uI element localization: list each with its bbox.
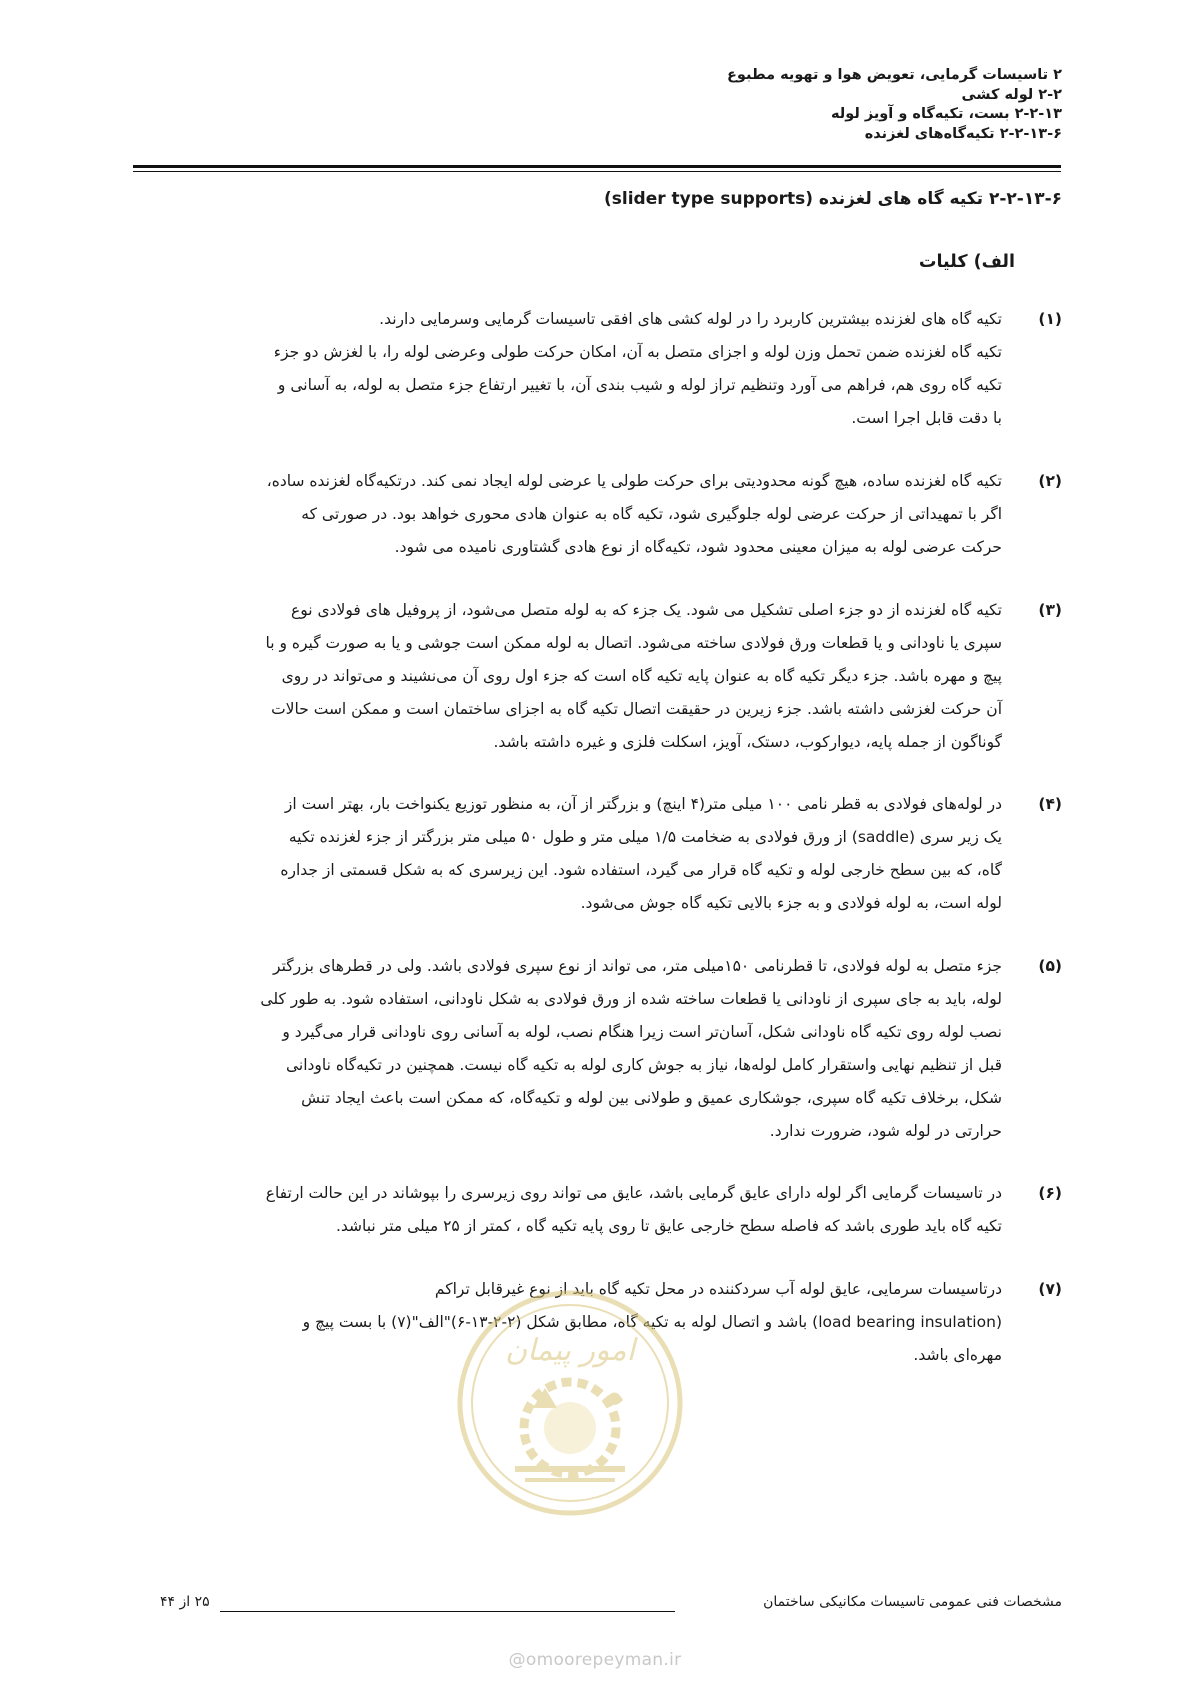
paragraph-line: اگر با تمهیداتی از حرکت عرضی لوله جلوگیری شود، تکیه گاه به عنوان هادی محوری خواهد بود. در صورتی که	[301, 505, 1002, 523]
paragraph-number: (۳)	[1038, 601, 1062, 619]
paragraph-1	[124, 303, 1062, 435]
paragraph-number: (۱)	[1038, 310, 1062, 328]
header-rule-thin	[133, 171, 1061, 172]
footer-rule	[220, 1611, 675, 1612]
header-chapter: ۲ تاسیسات گرمایی، تعویض هوا و تهویه مطبوع	[727, 67, 1062, 83]
paragraph-number: (۵)	[1038, 957, 1062, 975]
paragraph-line: لوله است، به لوله فولادی و به جزء بالایی تکیه گاه جوش می‌شود.	[580, 894, 1002, 912]
header-subsection: ۲-۲-۱۳ بست، تکیه‌گاه و آویز لوله	[831, 106, 1062, 122]
paragraph-line: یک زیر سری (saddle) از ورق فولادی به ضخامت ۱/۵ میلی متر و طول ۵۰ میلی متر بزرگتر از جزء لغزنده تکیه	[288, 828, 1002, 846]
paragraph-line: (load bearing insulation) باشد و اتصال لوله به تکیه گاه، مطابق شکل (۲-۲-۱۳-۶)"الف"(۷) با بست پیچ و	[302, 1313, 1002, 1331]
paragraph-line: گاه، که بین سطح خارجی لوله و تکیه گاه قرار می گیرد، استفاده شود. این زیرسری که به شکل قسمتی از جداره	[280, 861, 1002, 879]
paragraph-line: تکیه گاه روی هم، فراهم می آورد وتنظیم تراز لوله و شیب بندی آن، با تغییر ارتفاع جزء متصل به لوله، به آسانی و	[277, 376, 1002, 394]
paragraph-line: پیچ و مهره باشد. جزء دیگر تکیه گاه به عنوان پایه تکیه گاه است که جزء اول روی آن می‌نشیند و می‌تواند در روی	[281, 667, 1002, 685]
footer-page-number: ۲۵ از ۴۴	[160, 1594, 210, 1610]
paragraph-3	[124, 594, 1062, 759]
paragraph-line: لوله، باید به جای سپری از ناودانی یا قطعات ساخته شده از ورق فولادی به شکل ناودانی، استفاده شود. به طور کلی	[260, 990, 1002, 1008]
paragraph-line: جزء متصل به لوله فولادی، تا قطرنامی ۱۵۰میلی متر، می تواند از نوع سپری فولادی باشد. ولی در قطرهای بزرگتر	[273, 957, 1002, 975]
paragraph-number: (۷)	[1038, 1280, 1062, 1298]
paragraph-line: گوناگون از جمله پایه، دیوارکوب، دستک، آویز، اسکلت فلزی و غیره داشته باشد.	[493, 733, 1002, 751]
paragraph-line: حرارتی در لوله شود، ضرورت ندارد.	[769, 1122, 1002, 1140]
paragraph-line: قبل از تنظیم نهایی واستقرار کامل لوله‌ها، نیاز به جوش کاری لوله به تکیه گاه نیست. همچنین در تکیه‌گاه ناودانی	[285, 1056, 1002, 1074]
watermark-site: @omoorepeyman.ir	[508, 1650, 682, 1670]
paragraph-line: شکل، برخلاف تکیه گاه سپری، جوشکاری عمیق و طولانی بین لوله و تکیه‌گاه، که ممکن است باعث ایجاد تنش	[301, 1089, 1002, 1107]
paragraph-4	[124, 788, 1062, 920]
paragraph-2	[124, 465, 1062, 564]
header-section: ۲-۲ لوله کشی	[961, 86, 1062, 103]
footer-doc-title: مشخصات فنی عمومی تاسیسات مکانیکی ساختمان	[763, 1594, 1062, 1610]
paragraph-line: تکیه گاه های لغزنده بیشترین کاربرد را در لوله کشی های افقی تاسیسات گرمایی وسرمایی دارند.	[379, 310, 1002, 328]
paragraph-line: تکیه گاه لغزنده ساده، هیچ گونه محدودیتی برای حرکت طولی یا عرضی لوله ایجاد نمی کند. درتکیه‌گاه لغزنده ساده،	[266, 472, 1002, 490]
subsection-title: الف) کلیات	[918, 252, 1015, 272]
paragraph-line: درتاسیسات سرمایی، عایق لوله آب سردکننده در محل تکیه گاه باید از نوع غیرقابل تراکم	[434, 1280, 1002, 1298]
paragraph-line: تکیه گاه لغزنده ضمن تحمل وزن لوله و اجزای متصل به آن، امکان حرکت طولی وعرضی لوله را، با لغزش دو جزء	[273, 343, 1002, 361]
paragraph-line: با دقت قابل اجرا است.	[851, 409, 1002, 427]
seal-text: امور پیمان	[505, 1333, 635, 1368]
paragraph-line: مهره‌ای باشد.	[913, 1346, 1002, 1364]
paragraph-line: تکیه گاه لغزنده از دو جزء اصلی تشکیل می شود. یک جزء که به لوله متصل می‌شود، از پروفیل های فولادی نوع	[291, 601, 1002, 619]
paragraph-number: (۶)	[1038, 1184, 1062, 1202]
paragraph-line: در لوله‌های فولادی به قطر نامی ۱۰۰ میلی متر(۴ اینچ) و بزرگتر از آن، به منظور توزیع یکنواخت بار، بهتر است از	[284, 795, 1002, 813]
paragraph-6	[124, 1177, 1062, 1243]
paragraph-line: آن حرکت لغزشی داشته باشد. جزء زیرین در حقیقت اتصال تکیه گاه به اجزای ساختمان است و ممکن است حالات	[271, 700, 1002, 718]
paragraph-number: (۴)	[1038, 795, 1062, 813]
paragraph-line: سپری یا ناودانی و یا قطعات ورق فولادی ساخته می‌شود. اتصال به لوله ممکن است جوشی و یا به صورت گیره و با	[265, 634, 1002, 652]
paragraph-line: حرکت عرضی لوله به میزان معینی محدود شود، تکیه‌گاه از نوع هادی گشتاوری نامیده می شود.	[394, 538, 1002, 556]
section-title: ۲-۲-۱۳-۶ تکیه گاه های لغزنده (slider type supports)	[603, 189, 1062, 209]
paragraph-line: نصب لوله روی تکیه گاه ناودانی شکل، آسان‌تر است زیرا هنگام نصب، لوله به آسانی روی ناودانی قرار می‌گیرد و	[282, 1023, 1002, 1041]
running-header	[362, 66, 1062, 144]
paragraph-line: تکیه گاه باید طوری باشد که فاصله سطح خارجی عایق تا روی پایه تکیه گاه ، کمتر از ۲۵ میلی متر نباشد.	[335, 1217, 1002, 1235]
paragraph-line: در تاسیسات گرمایی اگر لوله دارای عایق گرمایی باشد، عایق می تواند روی زیرسری را بپوشاند در این حالت ارتفاع	[265, 1184, 1002, 1202]
header-rule-thick	[133, 165, 1061, 168]
watermark-seal	[455, 1288, 685, 1518]
paragraph-number: (۲)	[1038, 472, 1062, 490]
paragraph-5	[124, 950, 1062, 1148]
header-topic: ۲-۲-۱۳-۶ تکیه‌گاه‌های لغزنده	[864, 125, 1062, 142]
